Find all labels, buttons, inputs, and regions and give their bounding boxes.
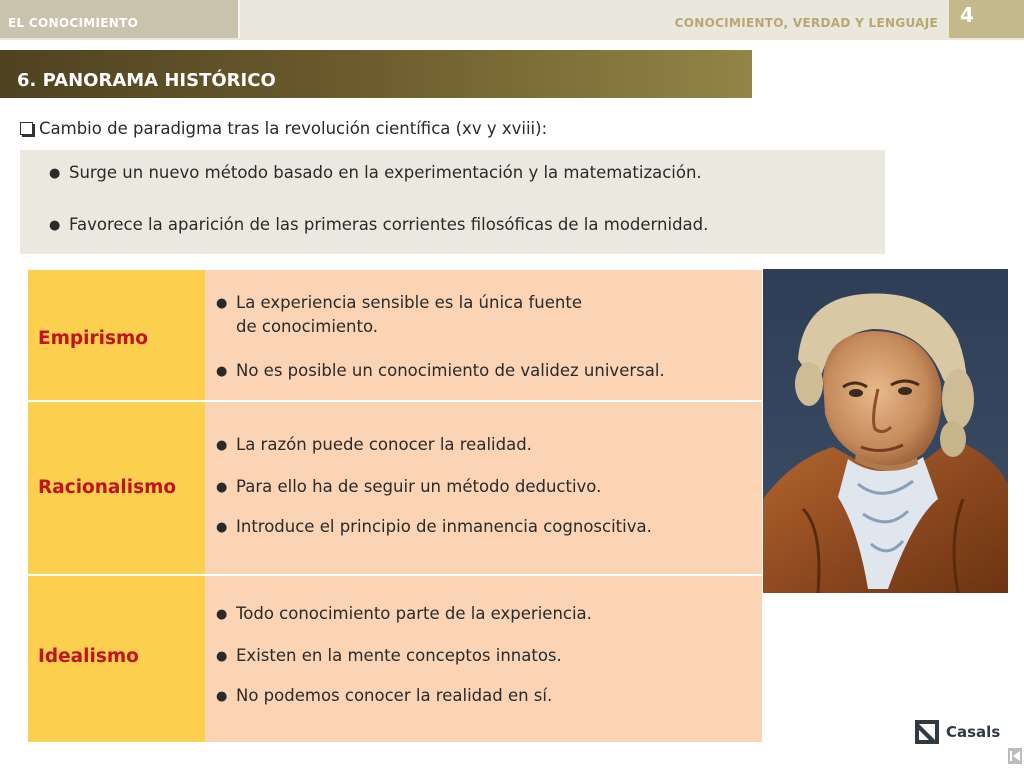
- summary-box: [20, 150, 885, 254]
- list-item: ● No es posible un conocimiento de validez universal.: [216, 361, 665, 380]
- unit-label: EL CONOCIMIENTO: [8, 16, 139, 30]
- philosopher-portrait: [763, 269, 1008, 593]
- bullet-icon: ●: [216, 364, 228, 379]
- unit-label-box: [0, 0, 240, 38]
- publisher-logo: [915, 720, 1005, 744]
- section-title: 6. PANORAMA HISTÓRICO: [17, 70, 276, 91]
- page-number: 4: [960, 3, 974, 27]
- row-body-cell: [205, 576, 762, 742]
- chapter-title: CONOCIMIENTO, VERDAD Y LENGUAJE: [674, 16, 938, 30]
- checkbox-icon: [20, 122, 33, 135]
- bullet-icon: ●: [216, 607, 228, 622]
- page-number-box: [949, 0, 1024, 38]
- row-label-cell: [28, 270, 205, 400]
- bullet-icon: ●: [216, 480, 228, 495]
- section-title-bar: [0, 50, 752, 98]
- list-item: ● Introduce el principio de inmanencia cognoscitiva.: [216, 517, 652, 536]
- table-row: [28, 576, 762, 742]
- summary-item: ● Surge un nuevo método basado en la experimentación y la matematización.: [49, 163, 702, 182]
- row-label-cell: [28, 402, 205, 574]
- intro-text: Cambio de paradigma tras la revolución científica (xv y xviii):: [39, 119, 548, 138]
- casals-logo-icon: [915, 720, 939, 744]
- list-item: ● La razón puede conocer la realidad.: [216, 435, 532, 454]
- row-label: Racionalismo: [38, 477, 177, 498]
- skip-back-icon: [1008, 748, 1022, 764]
- bullet-icon: ●: [216, 689, 228, 704]
- bullet-icon: ●: [216, 520, 228, 535]
- table-row: [28, 402, 762, 574]
- list-item: ● Para ello ha de seguir un método deductivo.: [216, 477, 602, 496]
- logo-text: Casals: [946, 723, 1001, 741]
- summary-item: ● Favorece la aparición de las primeras corrientes filosóficas de la modernidad.: [49, 215, 709, 234]
- top-header-bar: [0, 0, 1024, 40]
- first-page-nav-icon[interactable]: [1008, 748, 1022, 764]
- intro-line: [20, 119, 547, 138]
- row-label: Idealismo: [38, 646, 139, 667]
- list-item: ● Todo conocimiento parte de la experiencia.: [216, 604, 592, 623]
- table-row: [28, 270, 762, 400]
- list-item: ● No podemos conocer la realidad en sí.: [216, 686, 553, 705]
- bullet-icon: ●: [49, 218, 61, 233]
- bullet-icon: ●: [216, 649, 228, 664]
- list-item: ● Existen en la mente conceptos innatos.: [216, 646, 562, 665]
- bullet-icon: ●: [216, 438, 228, 453]
- row-body-cell: [205, 402, 762, 574]
- row-label: Empirismo: [38, 328, 148, 349]
- row-body-cell: [205, 270, 762, 400]
- row-label-cell: [28, 576, 205, 742]
- portrait-illustration: [763, 269, 1008, 593]
- bullet-icon: ●: [49, 166, 61, 181]
- bullet-icon: ●: [216, 296, 228, 311]
- list-item: ● La experiencia sensible es la única fuente de conocimiento.: [216, 293, 582, 336]
